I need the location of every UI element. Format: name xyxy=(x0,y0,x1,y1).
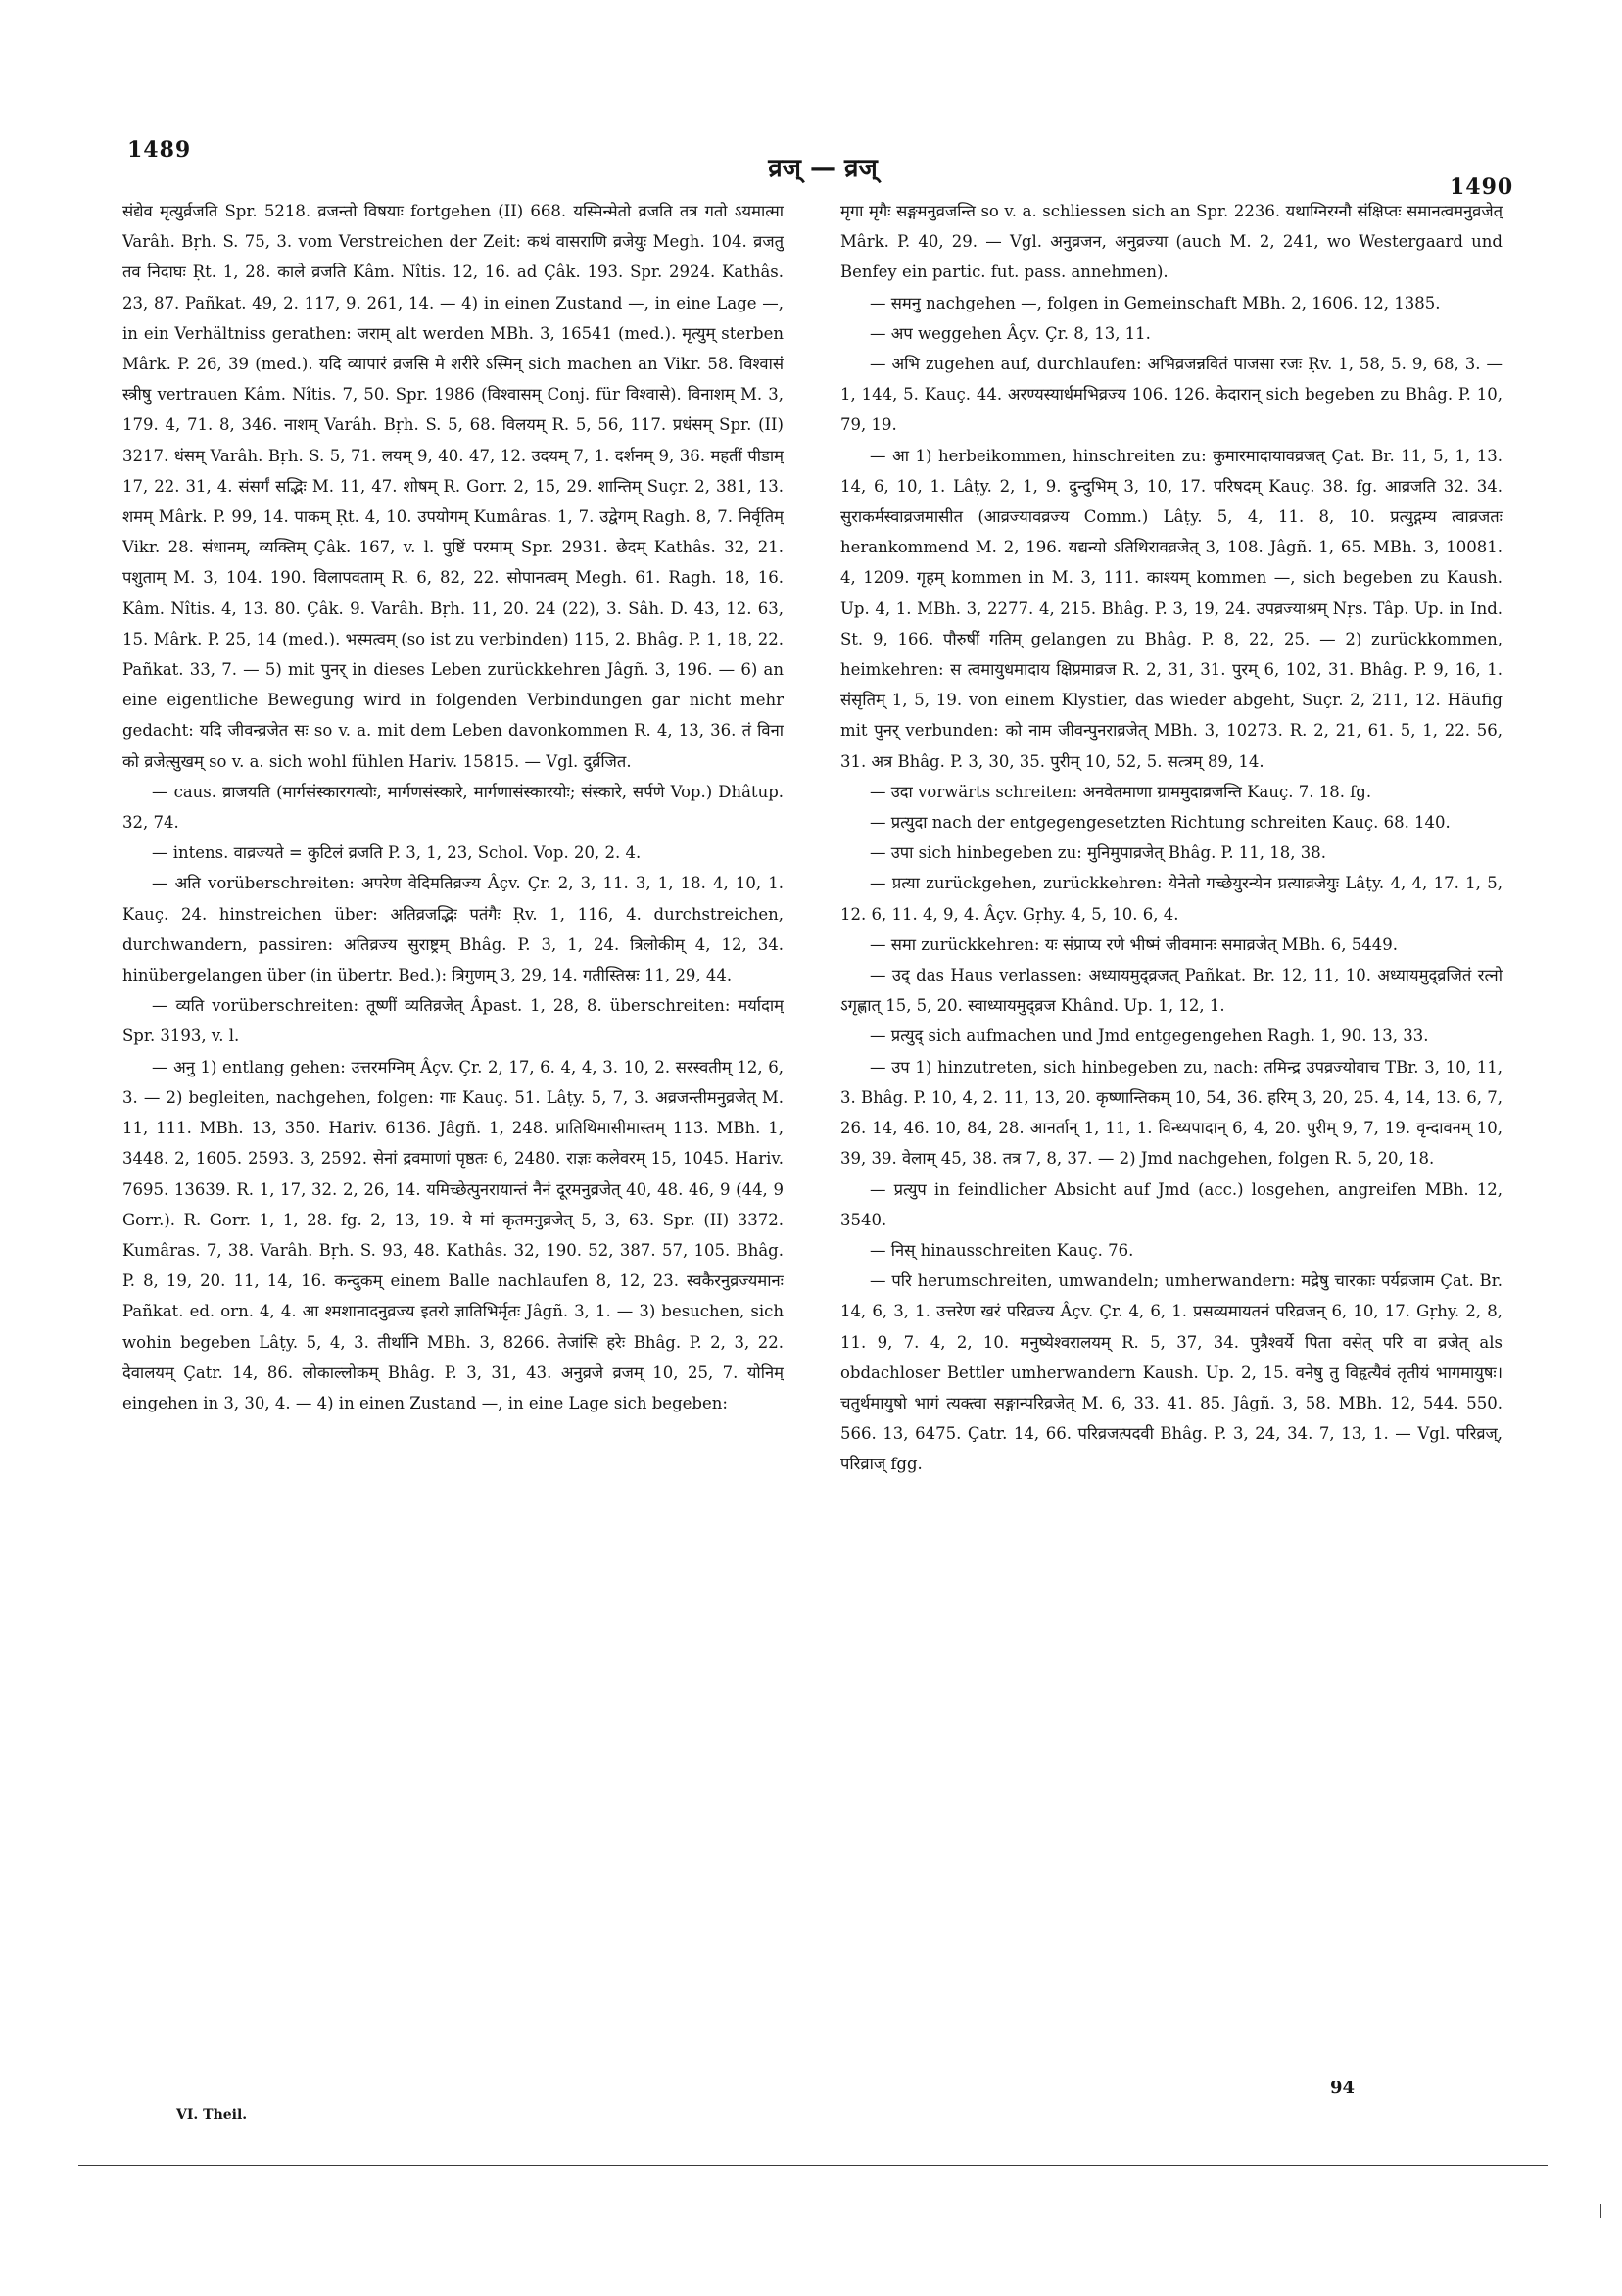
dictionary-entry-paragraph: — प्रत्या zurückgehen, zurückkehren: येनेतो गच्छेयुरन्येन प्रत्याव्रजेयुः Lâṭy. 4, 4, 17. 1, 5, 12. 6, 11. 4, 9, 4. Âçv. Gṛhy. 4, 5, 10. 6, 4. xyxy=(840,874,1503,924)
dictionary-entry-paragraph: — उद् das Haus verlassen: अध्यायमुद्व्रजत् Pañkat. Br. 12, 11, 10. अध्यायमुद्व्रजितं रत्नो ऽगृह्णात् 15, 5, 20. स्वाध्यायमुद्व्रज Khând. Up. 1, 12, 1. xyxy=(840,966,1503,1016)
sheet-number: 94 xyxy=(1330,2078,1356,2098)
bottom-rule xyxy=(78,2165,1548,2166)
page-number-right: 1490 xyxy=(1450,174,1514,200)
dictionary-entry-paragraph: — उप 1) hinzutreten, sich hinbegeben zu, nach: तमिन्द्र उपव्रज्योवाच TBr. 3, 10, 11, 3. Bhâg. P. 10, 4, 2. 11, 13, 20. कृष्णान्तिकम् 10, 54, 36. हरिम् 3, 20, 25. 4, 14, 13. 6, 7, 26. 14, 46. 10, 84, 28. आनर्तान् 1, 11, 1. विन्ध्यपादान् 6, 4, 20. पुरीम् 9, 7, 19. वृन्दावनम् 10, 39, 39. वेलाम् 45, 38. तत्र 7, 8, 37. — 2) Jmd nachgehen, folgen R. 5, 20, 18. xyxy=(840,1057,1503,1169)
dictionary-entry-paragraph: — प्रत्युद् sich aufmachen und Jmd entgegengehen Ragh. 1, 90. 13, 33. xyxy=(870,1027,1429,1046)
page-number-left: 1489 xyxy=(127,137,192,163)
signature-mark: VI. Theil. xyxy=(176,2107,248,2123)
dictionary-entry-paragraph: — समनु nachgehen —, folgen in Gemeinschaft MBh. 2, 1606. 12, 1385. xyxy=(870,293,1441,312)
dictionary-entry-paragraph: — परि herumschreiten, umwandeln; umherwandern: मद्रेषु चारकाः पर्यव्रजाम Çat. Br. 14, 6, 3, 1. उत्तरेण खरं परिव्रज्य Âçv. Çr. 4, 6, 1. प्रसव्यमायतनं परिव्रजन् 6, 10, 17. Gṛhy. 2, 8, 11. 9, 7. 4, 2, 10. मनुष्येश्वरालयम् R. 5, 37, 34. पुत्रैश्वर्ये पिता वसेत् परि वा व्रजेत् als obdachloser Bettler umherwandern Kaush. Up. 2, 15. वनेषु तु विहृत्यैवं तृतीयं भागमायुषः। चतुर्थमायुषो भागं त्यक्त्वा सङ्गान्परिव्रजेत् M. 6, 33. 41. 85. Jâgñ. 3, 58. MBh. 12, 544. 550. 566. 13, 6475. Çatr. 14, 66. परिव्रजत्पदवी Bhâg. P. 3, 24, 34. 7, 13, 1. — Vgl. परिव्रज्, परिव्राज् fgg. xyxy=(840,1271,1503,1474)
dictionary-entry-paragraph: — intens. वाव्रज्यते = कुटिलं व्रजति P. 3, 1, 23, Schol. Vop. 20, 2. 4. xyxy=(152,843,642,863)
dictionary-entry-paragraph: — अति vorüberschreiten: अपरेण वेदिमतिव्रज्य Âçv. Çr. 2, 3, 11. 3, 1, 18. 4, 10, 1. Kauç. 24. hinstreichen über: अतिव्रजद्भिः पतंगैः Ṛv. 1, 116, 4. durchstreichen, durchwandern, passiren: अतिव्रज्य सुराष्ट्रम् Bhâg. P. 3, 1, 24. त्रिलोकीम् 4, 12, 34. hinübergelangen über (in übertr. Bed.): त्रिगुणम् 3, 29, 14. गतीस्तिस्रः 11, 29, 44. xyxy=(122,874,784,985)
dictionary-entry-paragraph: — अभि zugehen auf, durchlaufen: अभिव्रजन्नवितं पाजसा रजः Ṛv. 1, 58, 5. 9, 68, 3. — 1, 144, 5. Kauç. 44. अरण्यस्यार्धमभिव्रज्य 106. 126. केदारान् sich begeben zu Bhâg. P. 10, 79, 19. xyxy=(840,355,1503,435)
dictionary-entry-paragraph: — अनु 1) entlang gehen: उत्तरमग्निम् Âçv. Çr. 2, 17, 6. 4, 4, 3. 10, 2. सरस्वतीम् 12, 6, 3. — 2) begleiten, nachgehen, folgen: गाः Kauç. 51. Lâṭy. 5, 7, 3. अव्रजन्तीमनुव्रजेत् M. 11, 111. MBh. 13, 350. Hariv. 6136. Jâgñ. 1, 248. प्रातिथिमासीमास्तम् 113. MBh. 1, 3448. 2, 1605. 2593. 3, 2592. सेनां द्रवमाणां पृष्ठतः 6, 2480. राज्ञः कलेवरम् 15, 1045. Hariv. 7695. 13639. R. 1, 17, 32. 2, 26, 14. यमिच्छेत्पुनरायान्तं नैनं दूरमनुव्रजेत् 40, 48. 46, 9 (44, 9 Gorr.). R. Gorr. 1, 1, 28. fg. 2, 13, 19. ये मां कृतमनुव्रजेत् 5, 3, 63. Spr. (II) 3372. Kumâras. 7, 38. Varâh. Bṛh. S. 93, 48. Kathâs. 32, 190. 52, 387. 57, 105. Bhâg. P. 8, 19, 20. 11, 14, 16. कन्दुकम् einem Balle nachlaufen 8, 12, 23. स्वकैरनुव्रज्यमानः Pañkat. ed. orn. 4, 4. आ श्मशानादनुव्रज्य इतरो ज्ञातिभिर्मृतः Jâgñ. 3, 1. — 3) besuchen, sich wohin begeben Lâṭy. 5, 4, 3. तीर्थानि MBh. 3, 8266. तेजांसि हरेः Bhâg. P. 2, 3, 22. देवालयम् Çatr. 14, 86. लोकाल्लोकम् Bhâg. P. 3, 31, 43. अनुव्रजे व्रजम् 10, 25, 7. योनिम् eingehen in 3, 30, 4. — 4) in einen Zustand —, in eine Lage sich begeben: xyxy=(122,1057,784,1412)
dictionary-entry-paragraph: — प्रत्युदा nach der entgegengesetzten Richtung schreiten Kauç. 68. 140. xyxy=(870,813,1451,833)
running-head: व्रज् — व्रज् xyxy=(768,154,878,183)
dictionary-entry-paragraph: — उदा vorwärts schreiten: अनवेतमाणा ग्राममुदाव्रजन्ति Kauç. 7. 18. fg. xyxy=(870,782,1372,801)
dictionary-entry-paragraph: मृगा मृगैः सङ्गमनुव्रजन्ति so v. a. schliessen sich an Spr. 2236. यथाग्निरग्नौ संक्षिप्तः समानत्वमनुव्रजेत् Mârk. P. 40, 29. — Vgl. अनुव्रजन, अनुव्रज्या (auch M. 2, 241, wo Westergaard und Benfey ein partic. fut. pass. annehmen). xyxy=(840,202,1503,282)
dictionary-entry-paragraph: — निस् hinausschreiten Kauç. 76. xyxy=(870,1240,1134,1260)
right-column xyxy=(840,196,1503,2086)
dictionary-entry-paragraph: — प्रत्युप in feindlicher Absicht auf Jmd (acc.) losgehen, angreifen MBh. 12, 3540. xyxy=(840,1179,1503,1229)
dictionary-entry-paragraph: — समा zurückkehren: यः संप्राप्य रणे भीष्मं जीवमानः समाव्रजेत् MBh. 6, 5449. xyxy=(870,934,1398,954)
dictionary-entry-paragraph: संद्येव मृत्युर्व्रजति Spr. 5218. व्रजन्तो विषयाः fortgehen (II) 668. यस्मिन्मेतो व्रजति तत्र गतो ऽयमात्मा Varâh. Bṛh. S. 75, 3. vom Verstreichen der Zeit: कथं वासराणि व्रजेयुः Megh. 104. व्रजतु तव निदाघः Ṛt. 1, 28. काले व्रजति Kâm. Nîtis. 12, 16. ad Çâk. 193. Spr. 2924. Kathâs. 23, 87. Pañkat. 49, 2. 117, 9. 261, 14. — 4) in einen Zustand —, in eine Lage —, in ein Verhältniss gerathen: जराम् alt werden MBh. 3, 16541 (med.). मृत्युम् sterben Mârk. P. 26, 39 (med.). यदि व्यापारं व्रजसि मे शरीरे ऽस्मिन् sich machen an Vikr. 58. विश्वासं स्त्रीषु vertrauen Kâm. Nîtis. 7, 50. Spr. 1986 (विश्वासम् Conj. für विश्वासे). विनाशम् M. 3, 179. 4, 71. 8, 346. नाशम् Varâh. Bṛh. S. 5, 68. विलयम् R. 5, 56, 117. प्रधंसम् Spr. (II) 3217. धंसम् Varâh. Bṛh. S. 5, 71. लयम् 9, 40. 47, 12. उदयम् 7, 1. दर्शनम् 9, 36. महतीं पीडाम् 17, 22. 31, 4. संसर्गं सद्भिः M. 11, 47. शोषम् R. Gorr. 2, 15, 29. शान्तिम् Suçr. 2, 381, 13. शमम् Mârk. P. 99, 14. पाकम् Ṛt. 4, 10. उपयोगम् Kumâras. 1, 7. उद्वेगम् Ragh. 8, 7. निर्वृतिम् Vikr. 28. संधानम्, व्यक्तिम् Çâk. 167, v. l. पुष्टिं परमाम् Spr. 2931. छेदम् Kathâs. 32, 21. पशुताम् M. 3, 104. 190. विलापवताम् R. 6, 82, 22. सोपानत्वम् Megh. 61. Ragh. 18, 16. Kâm. Nîtis. 4, 13. 80. Çâk. 9. Varâh. Bṛh. 11, 20. 24 (22), 3. Sâh. D. 43, 12. 63, 15. Mârk. P. 25, 14 (med.). भस्मत्वम् (so ist zu verbinden) 115, 2. Bhâg. P. 1, 18, 22. Pañkat. 33, 7. — 5) mit पुनर् in dieses Leben zurückkehren Jâgñ. 3, 196. — 6) an eine eigentliche Bewegung wird in folgenden Verbindungen gar nicht mehr gedacht: यदि जीवन्व्रजेत सः so v. a. mit dem Leben davonkommen R. 4, 13, 36. तं विना को व्रजेत्सुखम् so v. a. sich wohl fühlen Hariv. 15815. — Vgl. दुर्व्रजित. xyxy=(122,202,784,771)
dictionary-entry-paragraph: — अप weggehen Âçv. Çr. 8, 13, 11. xyxy=(870,323,1151,343)
dictionary-entry-paragraph: — उपा sich hinbegeben zu: मुनिमुपाव्रजेत् Bhâg. P. 11, 18, 38. xyxy=(870,843,1327,863)
dictionary-entry-paragraph: — caus. व्राजयति (मार्गसंस्कारगत्योः, मार्गणसंस्कारे, मार्गणासंस्कारयोः; संस्कारे, सर्पणे Vop.) Dhâtup. 32, 74. xyxy=(122,782,784,833)
crop-mark xyxy=(1600,2204,1601,2218)
left-column xyxy=(122,196,784,2096)
dictionary-entry-paragraph: — व्यति vorüberschreiten: तूष्णीं व्यतिव्रजेत् Âpast. 1, 28, 8. überschreiten: मर्यादाम् Spr. 3193, v. l. xyxy=(122,996,784,1046)
dictionary-entry-paragraph: — आ 1) herbeikommen, hinschreiten zu: कुमारमादायावव्रजत् Çat. Br. 11, 5, 1, 13. 14, 6, 10, 1. Lâṭy. 2, 1, 9. दुन्दुभिम् 3, 10, 17. परिषदम् Kauç. 38. fg. आव्रजति 32. 34. सुराकर्मस्वाव्रजमासीत (आव्रज्यावव्रज्य Comm.) Lâṭy. 5, 4, 11. 8, 10. प्रत्युद्गम्य त्वाव्रजतः herankommend M. 2, 196. यद्यन्यो ऽतिथिरावव्रजेत् 3, 108. Jâgñ. 1, 65. MBh. 3, 10081. 4, 1209. गृहम् kommen in M. 3, 111. काश्यम् kommen —, sich begeben zu Kaush. Up. 4, 1. MBh. 3, 2277. 4, 215. Bhâg. P. 3, 19, 24. उपव्रज्याश्रम् Nṛs. Tâp. Up. in Ind. St. 9, 166. पौरुषीं गतिम् gelangen zu Bhâg. P. 8, 22, 25. — 2) zurückkommen, heimkehren: स त्वमायुधमादाय क्षिप्रमाव्रज R. 2, 31, 31. पुरम् 6, 102, 31. Bhâg. P. 9, 16, 1. संसृतिम् 1, 5, 19. von einem Klystier, das wieder abgeht, Suçr. 2, 211, 12. Häufig mit पुनर् verbunden: को नाम जीवन्पुनराव्रजेत् MBh. 3, 10273. R. 2, 21, 61. 5, 1, 22. 56, 31. अत्र Bhâg. P. 3, 30, 35. पुरीम् 10, 52, 5. सत्त्रम् 89, 14. xyxy=(840,446,1503,771)
